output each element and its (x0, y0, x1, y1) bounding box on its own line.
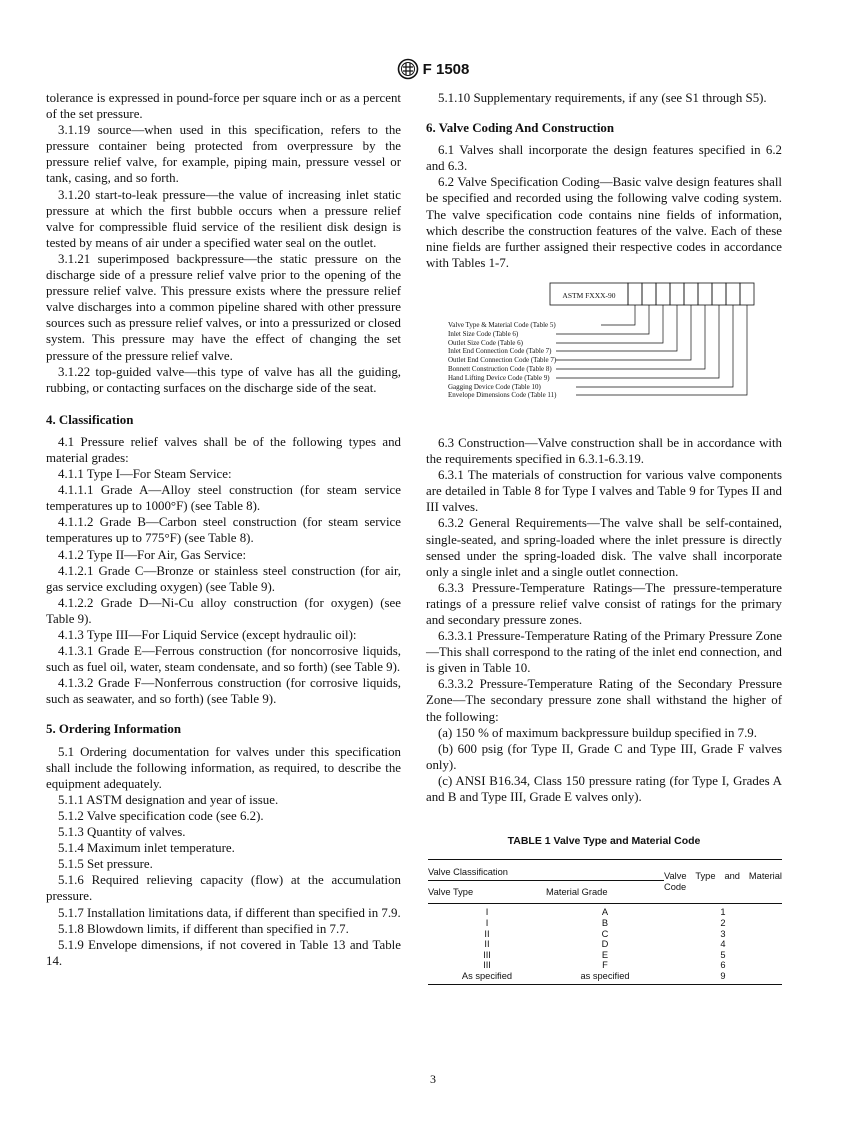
list-item: 5.1.9 Envelope dimensions, if not covered in Table 13 and Table 14. (46, 937, 401, 968)
list-item: (a) 150 % of maximum backpressure buildup specified in 7.9. (438, 725, 757, 740)
diagram-label: Inlet End Connection Code (Table 7) (448, 347, 552, 356)
left-column (46, 90, 401, 969)
table-header-code: Valve Type and Material Code (664, 870, 782, 892)
section-heading-ordering: 5. Ordering Information (46, 722, 181, 737)
table-title: TABLE 1 Valve Type and Material Code (507, 835, 701, 848)
list-item: 5.1.2 Valve specification code (see 6.2). (58, 808, 264, 823)
paragraph: tolerance is expressed in pound-force per square inch or as a percent of the set pressure. (46, 91, 401, 122)
table-row: II D 4 (484, 939, 726, 950)
right-column (426, 90, 782, 985)
table-row: I A 1 (485, 907, 726, 918)
valve-type-table (428, 859, 782, 984)
valve-code-field-labels (448, 321, 557, 400)
paragraph: 6.3.2 General Requirements—The valve shall be self-contained, single-seated, and spring-loaded where the inlet pressure is directly sensed under the spring-loaded disk. The valve shall incorporate only a single inlet and a single outlet connection. (426, 516, 782, 579)
paragraph: 5.1 Ordering documentation for valves under this specification shall include the following information, as required, to describe the equipment adequately. (46, 744, 401, 791)
paragraph: 4.1.3 Type III—For Liquid Service (except hydraulic oil): (58, 628, 357, 642)
diagram-label: Outlet End Connection Code (Table 7) (448, 356, 557, 365)
paragraph: 6.1 Valves shall incorporate the design features specified in 6.2 and 6.3. (426, 143, 782, 174)
list-item: 5.1.3 Quantity of valves. (58, 825, 186, 840)
document-designation: F 1508 (422, 60, 470, 78)
valve-code-box-label: ASTM FXXX-90 (562, 290, 616, 300)
definition-3-1-22: 3.1.22 top-guided valve—this type of valve has all the guiding, rubbing, or contacting surfaces on the discharge side of the seat. (46, 364, 401, 395)
paragraph: 6.2 Valve Specification Coding—Basic valve design features shall be specified and recorded using the following valve coding system. The valve specification code contains nine fields of information, which describe the construction features of the valve. Each of these nine fields are further assigned their respective codes in accordance with Tables 1-7. (426, 175, 782, 270)
definition-3-1-20: 3.1.20 start-to-leak pressure—the value of increasing inlet static pressure at which the first bubble occurs when a pressure relief valve for compressible fluid service of the resilient disk design is tested by means of air under a specified water seal on the outlet. (46, 187, 401, 250)
table-row: II C 3 (484, 928, 726, 939)
list-item: 5.1.1 ASTM designation and year of issue. (58, 792, 279, 807)
table-header-grade: Material Grade (546, 887, 608, 898)
paragraph: 4.1.1.1 Grade A—Alloy steel construction (for steam service temperatures up to 1000°F) (see Table 8). (46, 483, 401, 514)
valve-code-diagram (426, 277, 782, 425)
paragraph: 6.3.3.1 Pressure-Temperature Rating of the Primary Pressure Zone—This shall correspond to the rating of the inlet end connection, and is given in Table 10. (426, 629, 782, 676)
paragraph: 6.3 Construction—Valve construction shall be in accordance with the requirements specified in 6.3.1-6.3.19. (426, 435, 782, 467)
paragraph: 6.3.3.2 Pressure-Temperature Rating of the Secondary Pressure Zone—The secondary pressure zone shall withstand the higher of the following: (426, 677, 782, 724)
list-item: (b) 600 psig (for Type II, Grade C and Type III, Grade F valves only). (426, 741, 782, 772)
diagram-label: Valve Type & Material Code (Table 5) (448, 320, 556, 329)
diagram-label: Gagging Device Code (Table 10) (448, 382, 541, 391)
paragraph: 4.1 Pressure relief valves shall be of the following types and material grades: (46, 434, 401, 465)
table-row: III E 5 (483, 949, 726, 960)
list-item: 5.1.6 Required relieving capacity (flow) at the accumulation pressure. (46, 873, 401, 904)
section-heading-valve-coding: 6. Valve Coding And Construction (426, 121, 615, 136)
table-header-type: Valve Type (428, 887, 474, 898)
paragraph: 4.1.1 Type I—For Steam Service: (58, 467, 232, 482)
table-1 (426, 833, 782, 984)
diagram-label: Hand Lifting Device Code (Table 9) (448, 373, 550, 382)
paragraph: 6.3.3 Pressure-Temperature Ratings—The pressure-temperature ratings of a pressure relief valve consist of ratings for the primary and secondary pressure zones. (426, 580, 782, 627)
list-item: (c) ANSI B16.34, Class 150 pressure rating (for Type I, Grades A and B and Type III, Grade E valves only). (426, 773, 782, 804)
diagram-label: Envelope Dimensions Code (Table 11) (448, 391, 557, 400)
table-row: I B 2 (485, 917, 726, 928)
list-item: 5.1.4 Maximum inlet temperature. (58, 841, 235, 856)
diagram-label: Bonnett Construction Code (Table 8) (448, 364, 552, 373)
list-item: 5.1.8 Blowdown limits, if different than specified in 7.7. (58, 921, 349, 936)
paragraph: 6.3.1 The materials of construction for various valve components are detailed in Table 8 for Type I valves and Table 9 for Types II and III valves. (426, 468, 782, 515)
table-row: III F 6 (483, 960, 726, 971)
list-item: 5.1.5 Set pressure. (58, 857, 153, 872)
diagram-label: Outlet Size Code (Table 6) (448, 338, 523, 347)
paragraph: 4.1.3.1 Grade E—Ferrous construction (for noncorrosive liquids, such as fuel oil, water, steam condensate, and so forth) (see Table 9). (46, 644, 401, 675)
paragraph: 5.1.10 Supplementary requirements, if any (see S1 through S5). (438, 91, 767, 105)
paragraph: 4.1.3.2 Grade F—Nonferrous construction (for corrosive liquids, such as seawater, and so forth) (see Table 9). (46, 676, 401, 707)
table-row: As specified as specified 9 (428, 971, 782, 984)
page-header (0, 58, 866, 80)
diagram-label: Inlet Size Code (Table 6) (448, 329, 519, 338)
section-heading-classification: 4. Classification (46, 412, 134, 427)
definition-3-1-21: 3.1.21 superimposed backpressure—the static pressure on the discharge side of a pressure relief valve prior to the opening of the pressure relief valve. This pressure exists where the pressure relief valve discharges into a common pipeline shared with other pressure sources such as pressure relief valves, or into a pressurized or closed system. This pressure may have the effect of changing the set pressure of the pressure relief valve. (46, 251, 401, 363)
astm-logo-icon (397, 58, 419, 80)
table-group-header: Valve Classification (428, 860, 664, 881)
paragraph: 4.1.2.2 Grade D—Ni-Cu alloy construction (for oxygen) (see Table 9). (46, 595, 401, 626)
definition-3-1-19: 3.1.19 source—when used in this specification, refers to the pressure container being protected from overpressure by the pressure relief valve, for example, piping main, pressure vessel or tank, casing, and so forth. (46, 123, 401, 186)
paragraph: 4.1.1.2 Grade B—Carbon steel construction (for steam service temperatures up to 775°F) (see Table 8). (46, 515, 401, 546)
page-number: 3 (430, 1072, 436, 1086)
paragraph: 4.1.2.1 Grade C—Bronze or stainless steel construction (for air, gas service excluding oxygen) (see Table 9). (46, 563, 401, 594)
list-item: 5.1.7 Installation limitations data, if different than specified in 7.9. (58, 905, 401, 920)
paragraph: 4.1.2 Type II—For Air, Gas Service: (58, 547, 247, 562)
